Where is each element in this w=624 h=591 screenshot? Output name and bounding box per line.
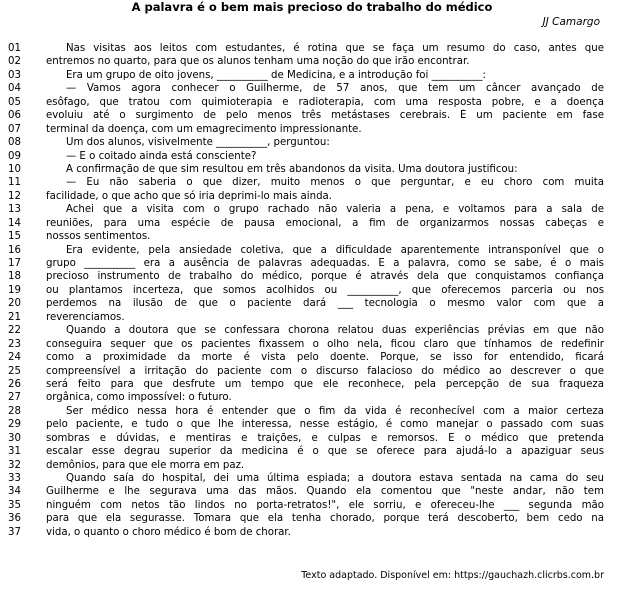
line-number: 15 <box>8 231 21 243</box>
text-line <box>8 297 604 310</box>
line-number: 33 <box>8 473 21 484</box>
text-line <box>8 391 604 404</box>
line-number: 28 <box>8 405 21 417</box>
line-text: esôfago, que tratou com quimioterapia e radioterapia, com uma resposta pobre, e a doença <box>46 96 604 108</box>
line-text: será feito para que desfrute um tempo que ele reconhece, pela percepção de sua fraqueza <box>46 378 604 390</box>
line-text: Quando saía do hospital, dei uma última espiada; a doutora estava sentada na cama do seu <box>66 473 604 484</box>
text-line <box>8 324 604 337</box>
line-text: reverenciamos. <box>46 311 125 323</box>
line-text: pelo paciente, e tudo o que lhe interessa, nesse estágio, é como manejar o passado com suas <box>46 419 604 431</box>
text-line <box>8 499 604 512</box>
line-number: 21 <box>8 311 21 323</box>
line-text: demônios, para que ele morra em paz. <box>46 459 245 471</box>
line-text: vida, o quanto o choro médico é bom de chorar. <box>46 526 291 538</box>
line-number: 30 <box>8 432 21 444</box>
line-number: 20 <box>8 298 21 310</box>
text-line <box>8 418 604 431</box>
line-text: escalar esse degrau superior da medicina é o que se oferece para ajudá-lo a apaziguar seus <box>46 446 604 458</box>
line-text: grupo __________ era a ausência de palavras adequadas. E a palavra, como se sabe, é o mais <box>46 258 604 269</box>
line-text: — Eu não saberia o que dizer, muito menos o que perguntar, e eu choro com muita <box>66 177 604 189</box>
line-number: 09 <box>8 150 21 162</box>
line-text: ninguém com netos tão lindos no porta-retratos!", ele sorriu, e ofereceu-lhe ___ segunda mão <box>46 499 604 511</box>
line-text: perdemos na ilusão de que o paciente dará ___ tecnologia o mesmo valor com que a <box>46 298 604 310</box>
article-title: A palavra é o bem mais precioso do trabalho do médico <box>131 0 493 14</box>
line-number: 16 <box>8 244 21 256</box>
text-line <box>8 244 604 257</box>
text-line <box>8 82 604 95</box>
line-number: 19 <box>8 284 21 296</box>
text-line <box>8 459 604 472</box>
text-line <box>8 472 604 485</box>
line-number: 08 <box>8 137 21 149</box>
line-number: 17 <box>8 258 21 269</box>
line-number: 31 <box>8 446 21 458</box>
text-line <box>8 96 604 109</box>
line-number: 13 <box>8 204 21 216</box>
line-number: 07 <box>8 123 21 135</box>
line-text: precioso instrumento de trabalho do médico, porque é através dela que conquistamos confiança <box>46 271 604 283</box>
line-text: terminal da doença, com um emagrecimento impressionante. <box>46 123 362 135</box>
line-number: 06 <box>8 110 21 122</box>
line-text: Nas visitas aos leitos com estudantes, é rotina que se faça um resumo do caso, antes que <box>66 43 604 54</box>
text-line <box>8 284 604 297</box>
line-number: 35 <box>8 499 21 511</box>
text-line <box>8 55 604 68</box>
line-number: 04 <box>8 83 21 95</box>
line-text: ou plantamos incerteza, que somos acolhidos ou __________, que oferecemos parceria ou nos <box>46 284 604 296</box>
text-line <box>8 270 604 283</box>
line-text: para que ela segurasse. Tomara que ela tenha chorado, porque terá descoberto, bem cedo na <box>46 513 604 525</box>
text-line <box>8 42 604 55</box>
line-number: 12 <box>8 190 21 202</box>
article-author: JJ Camargo <box>542 16 600 28</box>
text-line <box>8 163 604 176</box>
line-text: nossos sentimentos. <box>46 231 151 243</box>
line-number: 27 <box>8 392 21 404</box>
text-line <box>8 485 604 498</box>
line-number: 25 <box>8 365 21 377</box>
text-line <box>8 109 604 122</box>
text-line <box>8 311 604 324</box>
text-line <box>8 176 604 189</box>
line-text: compreensível a irritação do paciente com o discurso falacioso do médico ao descrever o que <box>46 365 604 377</box>
text-line <box>8 432 604 445</box>
text-line <box>8 351 604 364</box>
line-text: Guilherme e lhe segurava uma das mãos. Quando ela comentou que "neste andar, não tem <box>46 486 604 498</box>
line-number: 18 <box>8 271 21 283</box>
line-number: 02 <box>8 56 21 68</box>
text-line <box>8 230 604 243</box>
line-number: 34 <box>8 486 21 498</box>
line-text: Achei que a visita com o grupo rachado não valeria a pena, e voltamos para a sala de <box>66 204 604 216</box>
line-number: 01 <box>8 43 21 54</box>
line-text: Quando a doutora que se confessara chorona relatou duas experiências prévias em que não <box>66 325 604 337</box>
text-line <box>8 445 604 458</box>
text-line <box>8 512 604 525</box>
numbered-text-lines <box>8 42 604 539</box>
line-text: Era evidente, pela ansiedade coletiva, que a dificuldade aparentemente intransponível que o <box>66 244 604 256</box>
text-line <box>8 338 604 351</box>
line-text: reuniões, para uma espécie de pausa emocional, a fim de organizarmos nossas cabeças e <box>46 217 604 229</box>
line-text: sombras e dúvidas, e mentiras e traições, e culpas e remorsos. E o médico que pretenda <box>46 432 604 444</box>
line-text: — Vamos agora conhecer o Guilherme, de 57 anos, que tem um câncer avançado de <box>66 83 604 95</box>
text-line <box>8 365 604 378</box>
line-text: entremos no quarto, para que os alunos tenham uma noção do que irão encontrar. <box>46 56 470 68</box>
line-text: conseguira sequer que os pacientes fixassem o olho nela, ficou claro que tínhamos de redefinir <box>46 338 604 350</box>
line-number: 24 <box>8 352 21 364</box>
text-line <box>8 526 604 539</box>
line-text: facilidade, o que acho que só iria deprimi-lo mais ainda. <box>46 190 333 202</box>
text-line <box>8 136 604 149</box>
text-line <box>8 150 604 163</box>
text-line <box>8 405 604 418</box>
line-number: 26 <box>8 378 21 390</box>
text-line <box>8 257 604 270</box>
line-number: 36 <box>8 513 21 525</box>
text-line <box>8 378 604 391</box>
line-number: 29 <box>8 419 21 431</box>
line-number: 03 <box>8 69 21 81</box>
line-number: 37 <box>8 526 21 538</box>
line-number: 23 <box>8 338 21 350</box>
line-text: evoluiu até o surgimento de pelo menos três metástases cerebrais. É um paciente em fase <box>46 110 604 122</box>
text-line <box>8 69 604 82</box>
line-text: Um dos alunos, visivelmente __________, perguntou: <box>66 137 330 149</box>
line-number: 32 <box>8 459 21 471</box>
text-line <box>8 217 604 230</box>
line-number: 05 <box>8 96 21 108</box>
line-text: orgânica, como impossível: o futuro. <box>46 392 232 404</box>
line-text: — E o coitado ainda está consciente? <box>66 150 257 162</box>
text-line <box>8 190 604 203</box>
line-text: Ser médico nessa hora é entender que o fim da vida é reconhecível com a maior certeza <box>66 405 604 417</box>
line-number: 22 <box>8 325 21 337</box>
text-line <box>8 203 604 216</box>
text-line <box>8 123 604 136</box>
line-text: Era um grupo de oito jovens, __________ de Medicina, e a introdução foi __________: <box>66 69 486 81</box>
line-text: como a proximidade da morte é vista pelo doente. Porque, se isso for entendido, ficará <box>46 352 604 364</box>
source-note: Texto adaptado. Disponível em: https://gauchazh.clicrbs.com.br <box>301 570 604 581</box>
line-number: 14 <box>8 217 21 229</box>
line-number: 11 <box>8 177 21 189</box>
line-text: A confirmação de que sim resultou em três abandonos da visita. Uma doutora justificou: <box>66 163 518 175</box>
line-number: 10 <box>8 163 21 175</box>
